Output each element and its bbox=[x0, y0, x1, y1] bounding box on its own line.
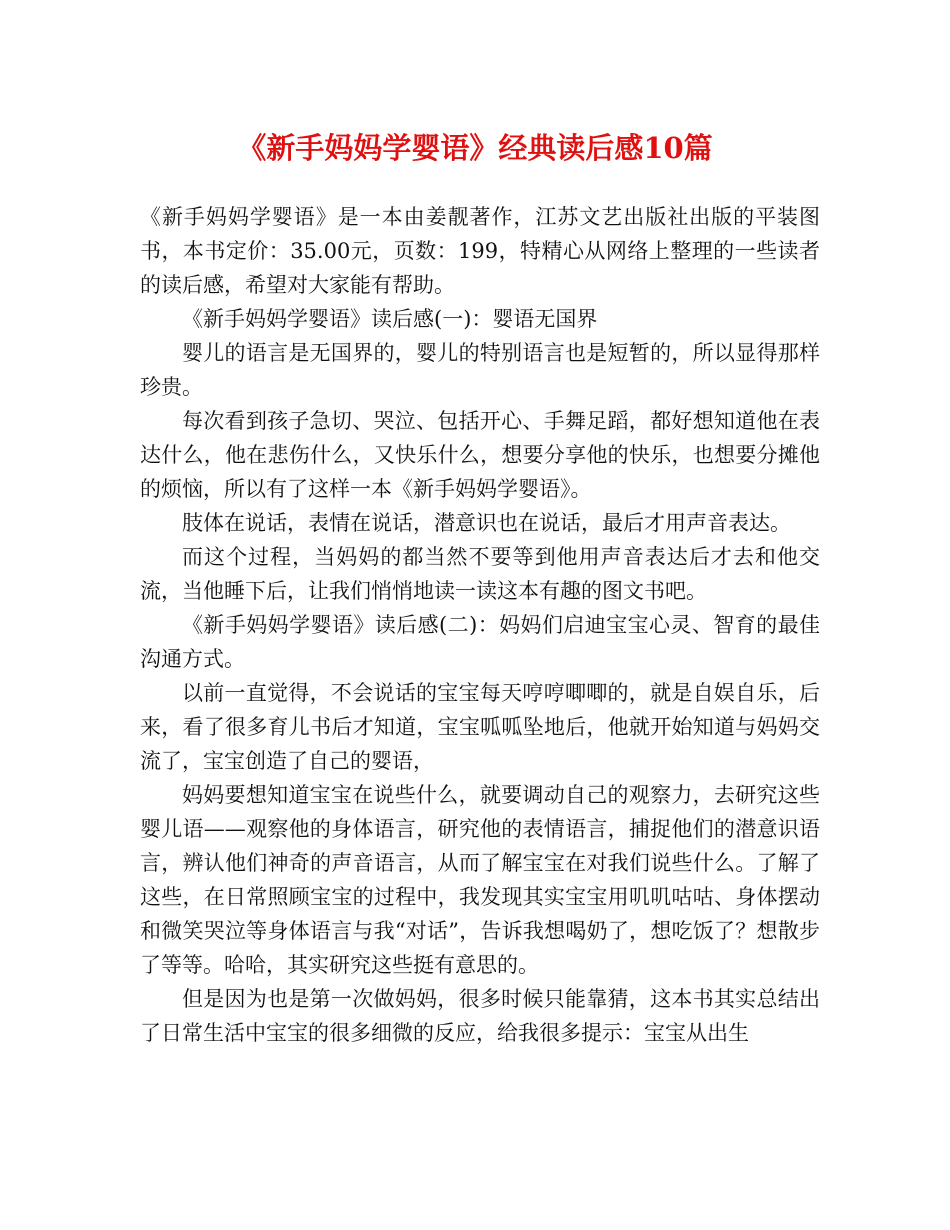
body-paragraph: 妈妈要想知道宝宝在说些什么，就要调动自己的观察力，去研究这些婴儿语——观察他的身体语言，研究他的表情语言，捕捉他们的潜意识语言，辨认他们神奇的声音语言，从而了解宝宝在对我们说些什么。了解了这些，在日常照顾宝宝的过程中，我发现其实宝宝用叽叽咕咕、身体摆动和微笑哭泣等身体语言与我“对话”，告诉我想喝奶了，想吃饭了？想散步了等等。哈哈，其实研究这些挺有意思的。 bbox=[140, 783, 820, 977]
document-title: 《新手妈妈学婴语》经典读后感10篇 bbox=[237, 131, 713, 165]
body-paragraph: 每次看到孩子急切、哭泣、包括开心、手舞足蹈，都好想知道他在表达什么，他在悲伤什么，又快乐什么，想要分享他的快乐，也想要分摊他的烦恼，所以有了这样一本《新手妈妈学婴语》。 bbox=[140, 409, 820, 501]
intro-paragraph: 《新手妈妈学婴语》是一本由姜靓著作，江苏文艺出版社出版的平装图书，本书定价：35.00元，页数：199，特精心从网络上整理的一些读者的读后感，希望对大家能有帮助。 bbox=[140, 205, 820, 297]
body-paragraph: 但是因为也是第一次做妈妈，很多时候只能靠猜，这本书其实总结出了日常生活中宝宝的很多细微的反应，给我很多提示：宝宝从出生 bbox=[140, 987, 820, 1045]
review-heading-1: 《新手妈妈学婴语》读后感(一)：婴语无国界 bbox=[182, 307, 598, 331]
body-paragraph: 肢体在说话，表情在说话，潜意识也在说话，最后才用声音表达。 bbox=[182, 511, 791, 535]
review-heading-2: 《新手妈妈学婴语》读后感(二)：妈妈们启迪宝宝心灵、智育的最佳沟通方式。 bbox=[140, 613, 820, 671]
document-body bbox=[140, 200, 820, 1050]
body-paragraph: 而这个过程，当妈妈的都当然不要等到他用声音表达后才去和他交流，当他睡下后，让我们悄悄地读一读这本有趣的图文书吧。 bbox=[140, 545, 820, 603]
body-paragraph: 婴儿的语言是无国界的，婴儿的特别语言也是短暂的，所以显得那样珍贵。 bbox=[140, 341, 820, 399]
body-paragraph: 以前一直觉得，不会说话的宝宝每天哼哼唧唧的，就是自娱自乐，后来，看了很多育儿书后才知道，宝宝呱呱坠地后，他就开始知道与妈妈交流了，宝宝创造了自己的婴语， bbox=[140, 681, 820, 773]
